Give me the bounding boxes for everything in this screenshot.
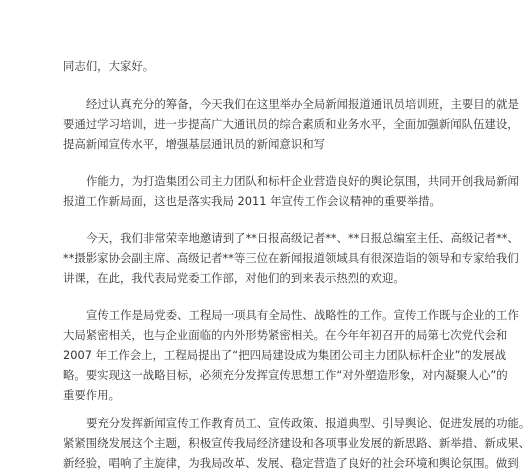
text-line: **摄影家协会副主席、高级记者**等三位在新闻报道领域具有很深造诣的领导和专家给我们 [63,251,519,265]
text-line: 紧紧围绕发展这个主题，积极宣传我局经济建设和各项事业发展的新思路、新举措、新成果、 [63,436,530,450]
text-line: 今天，我们非常荣幸地邀请到了**日报高级记者**、**日报总编室主任、高级记者**、 [86,231,519,245]
text-line: 报道工作新局面，这也是落实我局 2011 年宣传工作会议精神的重要举措。 [63,194,441,208]
text-line: 要通过学习培训，进一步提高广大通讯员的综合素质和业务水平，全面加强新闻队伍建设， [63,117,519,131]
text-line: 提高新闻宣传水平，增强基层通讯员的新闻意识和写 [63,137,325,151]
text-line: 要充分发挥新闻宣传工作教育员工、宣传政策、报道典型、引导舆论、促进发展的功能。 [86,416,530,430]
text-line: 讲课，在此，我代表局党委工作部，对他们的到来表示热烈的欢迎。 [63,271,405,285]
paragraph-strategy [63,305,519,405]
text-line: 宣传工作是局党委、工程局一项具有全局性、战略性的工作。宣传工作既与企业的工作 [86,308,519,322]
paragraph-opening [63,94,519,154]
text-line: 略。要实现这一战略目标，必须充分发挥宣传思想工作“对外塑造形象，对内凝聚人心”的 [63,368,508,382]
paragraph-guests [63,228,519,288]
text-line: 经过认真充分的筹备，今天我们在这里举办全局新闻报道通讯员培训班，主要目的就是 [86,97,519,111]
paragraph-greeting [63,56,483,76]
paragraph-purpose [63,171,519,211]
paragraph-functions [63,413,530,473]
text-line: 2007 年工作会上，工程局提出了“把四局建设成为集团公司主力团队标杆企业”的发展战 [63,348,507,362]
text-line: 大局紧密相关，也与企业面临的内外形势紧密相关。在今年年初召开的局第七次党代会和 [63,328,508,342]
text-line: 作能力，为打造集团公司主力团队和标杆企业营造良好的舆论氛围，共同开创我局新闻 [86,174,519,188]
text-line: 同志们，大家好。 [63,59,155,73]
text-line: 新经验，唱响了主旋律，为我局改革、发展、稳定营造了良好的社会环境和舆论氛围。做到 [63,456,519,470]
text-line: 重要作用。 [63,388,120,402]
